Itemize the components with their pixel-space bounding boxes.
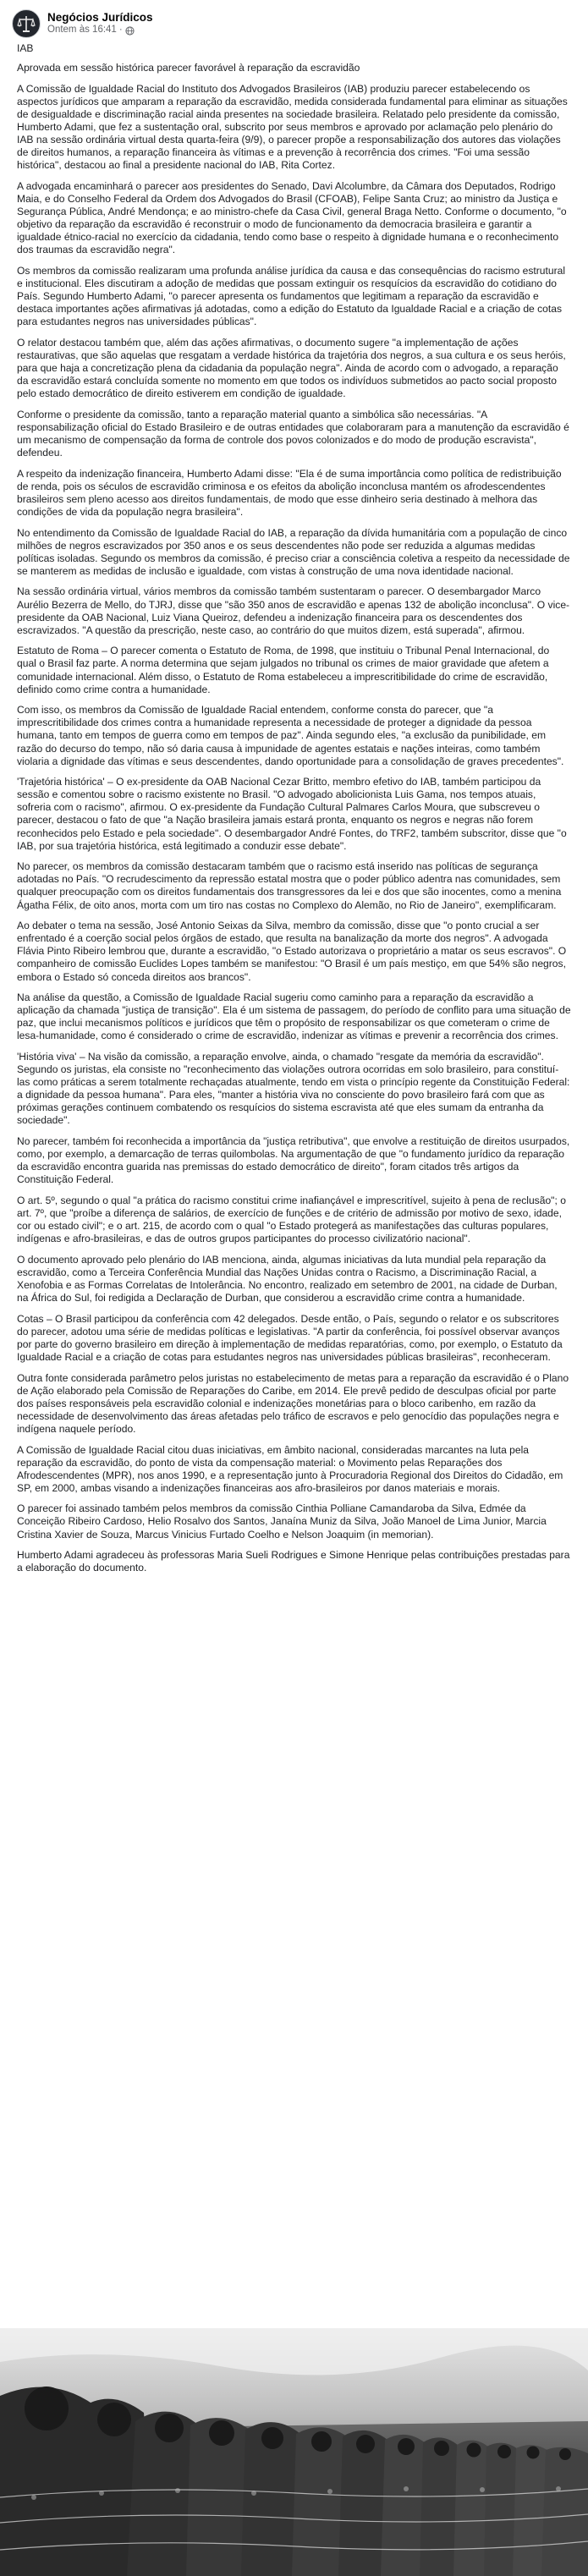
post-paragraph: Na sessão ordinária virtual, vários membros da comissão também sustentaram o parecer. O desembargador Marco Aurélio Bezerra de Mello, do TJRJ, disse que "são 350 anos de escravidão e apenas 132 de abolição inconclusa". O vice-presidente da OAB Nacional, Luiz Viana Queiroz, defendeu a indenização financeira para os descendentes dos escravizados. "A questão da prescrição, neste caso, ao contrário do que muitos dizem, está superada", afirmou. xyxy=(17,585,570,636)
post-paragraph: No entendimento da Comissão de Igualdade Racial do IAB, a reparação da dívida humanitária com a população de cinco milhões de negros escravizados por 350 anos e os seus descendentes não pode ser reduzida a algumas medidas políticas isoladas. Segundo os membros da comissão, é preciso criar a consciência coletiva a respeito da necessidade de se manterem as medidas de inclusão e igualdade, com vistas à construção de uma nova identidade nacional. xyxy=(17,526,570,577)
post-meta xyxy=(47,11,153,36)
post-body xyxy=(0,42,588,1574)
meta-separator: · xyxy=(118,25,123,36)
post-paragraph: Na análise da questão, a Comissão de Igualdade Racial sugeriu como caminho para a reparação da escravidão a aplicação da chamada "justiça de transição". Ela é um sistema de passagem, do período de conflito para uma situação de paz, que inclui mecanismos políticos e jurídicos que têm o propósito de responsabilizar os que cometeram o crime de lesa-humanidade, como é considerado o crime de escravidão, indenizar as vítimas e prevenir a recorrência dos crimes. xyxy=(17,991,571,1042)
globe-icon xyxy=(125,26,135,36)
post-paragraph: Os membros da comissão realizaram uma profunda análise jurídica da causa e das consequências do racismo estrutural e institucional. Eles discutiram a adoção de medidas que possam extinguir os resquícios da escravidão do cotidiano do País. Segundo Humberto Adami, "o parecer apresenta os fundamentos que legitimam a reparação da escravidão e destaca importantes ações afirmativas já adotadas, como a edição do Estatuto da Igualdade Racial e a criação de cotas para estudantes negros nas universidades públicas". xyxy=(17,264,566,328)
post-paragraph: 'História viva' – Na visão da comissão, a reparação envolve, ainda, o chamado "resgate da memória da escravidão". Segundo os juristas, ela consiste no "reconhecimento das violações outrora ocorridas em solo brasileiro, para constituí-las como práticas a serem totalmente rechaçadas atualmente, tendo em vista o princípio regente da Constituição Federal: a dignidade da pessoa humana". Para eles, "manter a história viva no consciente do povo brasileiro fará com que as próximas gerações continuem combatendo os resquícios do sistema escravista até que eles sumam da entranha da sociedade". xyxy=(17,1050,570,1127)
post-paragraph: A Comissão de Igualdade Racial citou duas iniciativas, em âmbito nacional, consideradas marcantes na luta pela reparação da escravidão, do ponto de vista da compensação material: o Movimento pelas Reparações dos Afrodescendentes (MPR), nos anos 1990, e a representação junto à Procuradoria Regional dos Direitos do Cidadão, em SP, em 2000, ambas visando a indenizações financeiras aos afro-brasileiros por danos materiais e morais. xyxy=(17,1443,563,1494)
post-paragraph: Estatuto de Roma – O parecer comenta o Estatuto de Roma, de 1998, que instituiu o Tribunal Penal Internacional, do qual o Brasil faz parte. A norma determina que sejam julgados no tribunal os crimes de maior gravidade que afetem a comunidade internacional. Além disso, o Estatuto de Roma estabeleceu a imprescritibilidade do crime de escravidão, definido como crime contra a humanidade. xyxy=(17,645,550,695)
post-timestamp[interactable]: Ontem às 16:41 xyxy=(47,25,117,36)
post-paragraph: O parecer foi assinado também pelos membros da comissão Cinthia Polliane Camandaroba da Silva, Edmée da Conceição Ribeiro Cardoso, Helio Rosalvo dos Santos, Janaína Muniz da Silva, João Manoel de Lima Junior, Marcia Cristina Xavier de Souza, Marcus Vinicius Furtado Coelho e Nelson Joaquim (in memorian). xyxy=(17,1502,547,1541)
post-photo[interactable] xyxy=(0,2328,588,2576)
photo-image xyxy=(0,2328,588,2576)
post-paragraph: A respeito da indenização financeira, Humberto Adami disse: "Ela é de suma importância como política de redistribuição de renda, pois os séculos de escravidão criminosa e os efeitos da abolição inconclusa mantém os afrodescendentes brasileiros sem pleno acesso aos direitos fundamentais, de modo que esse dinheiro seria destinado à melhora das condições de vida da população negra brasileira". xyxy=(17,467,562,518)
post-paragraph: Cotas – O Brasil participou da conferência com 42 delegados. Desde então, o País, segundo o relator e os subscritores do parecer, adotou uma série de medidas políticas e legislativas. "A partir da conferência, foi possível observar avanços por parte do governo brasileiro em direção à implementação de medidas reparatórias, como, por exemplo, o Estatuto da Igualdade Racial e a criação de cotas para estudantes negros nas universidades públicas brasileiras", reconheceram. xyxy=(17,1312,563,1363)
post-source-label: IAB xyxy=(17,42,34,54)
post-header xyxy=(0,0,588,42)
page-name-link[interactable]: Negócios Jurídicos xyxy=(47,11,153,24)
post-paragraph: No parecer, também foi reconhecida a importância da "justiça retributiva", que envolve a restituição de direitos usurpados, como, por exemplo, a demarcação de terras quilombolas. Na argumentação de que "o fundamento jurídico da reparação da escravidão encontra guarida nas premissas do estado democrático de direito", foram citados três artigos da Constituição Federal. xyxy=(17,1135,570,1186)
post-paragraph: Com isso, os membros da Comissão de Igualdade Racial entendem, conforme consta do parecer, que "a imprescritibilidade dos crimes contra a humanidade representa a necessidade de proteger a dignidade da pessoa humana, tanto em tempos de guerra como em tempos de paz". Ainda segundo eles, "a exclusão da punibilidade, em razão do decurso do tempo, não só daria causa à impunidade de agentes estatais e nações inteiras, como também violaria a dignidade das vítimas e seus descendentes, dando oportunidade para a consolidação de graves precedentes". xyxy=(17,704,564,767)
post-paragraph: Ao debater o tema na sessão, José Antonio Seixas da Silva, membro da comissão, disse que "o ponto crucial a ser enfrentado é a coerção social pelos órgãos de estado, que resulta na banalização da morte dos negros". A advogada Flávia Pinto Ribeiro lembrou que, durante a escravidão, "o Estado autorizava o proprietário a matar os seus escravos". O companheiro de comissão Euclides Lopes também se manifestou: "O Brasil é um país mestiço, em que 54% são negros, embora o Estado só conceda direitos aos brancos". xyxy=(17,920,567,983)
post-headline: Aprovada em sessão histórica parecer favorável à reparação da escravidão xyxy=(17,62,360,74)
post-paragraph: O relator destacou também que, além das ações afirmativas, o documento sugere "a implementação de ações restaurativas, que são aquelas que resgatam a verdade histórica da trajetória dos negros, a sua cultura e os seus heróis, para que haja a concretização plena da cidadania da população negra". Ainda de acordo com o advogado, a reparação da escravidão estará concluída somente no momento em que todos os indivíduos submetidos ao pacto social proposto pelo estado democrático de direito estiverem em condição de igualdade. xyxy=(17,336,566,400)
post-paragraph: 'Trajetória histórica' – O ex-presidente da OAB Nacional Cezar Britto, membro efetivo do IAB, também participou da sessão e comentou sobre o racismo existente no Brasil. "O advogado abolicionista Luis Gama, nos tempos atuais, sofreria com o racismo", afirmou. O ex-presidente da Fundação Cultural Palmares Carlos Moura, que subscreveu o parecer, destacou o fato de que "a Nação brasileira jamais estará pronta, enquanto os negros e negras não forem reconhecidos pelo Estado e pela sociedade". O desembargador André Fontes, do TRF2, também subscritor, disse que "o IAB, por sua trajetória histórica, está legitimado a conduzir esse debate". xyxy=(17,776,567,852)
post-paragraph: Conforme o presidente da comissão, tanto a reparação material quanto a simbólica são necessárias. "A responsabilização oficial do Estado Brasileiro e de outras entidades que colaboraram para a manutenção da escravidão é um mecanismo de compensação da forma de controle dos povos colonizados e do modo de produção escravista", defendeu. xyxy=(17,408,569,459)
post-paragraph: Humberto Adami agradeceu às professoras Maria Sueli Rodrigues e Simone Henrique pelas contribuições prestadas para a elaboração do documento. xyxy=(17,1549,570,1574)
scales-logo-icon xyxy=(14,11,39,36)
post-paragraph: A Comissão de Igualdade Racial do Instituto dos Advogados Brasileiros (IAB) produziu parecer estabelecendo os aspectos jurídicos que amparam a reparação da escravidão, medida considerada fundamental para eliminar as situações de desigualdade e discriminação racial ainda presentes na sociedade brasileira. Relatado pelo presidente da comissão, Humberto Adami, que fez a sustentação oral, subscrito por seus membros e aprovado por aclamação pelo plenário do IAB na sessão ordinária virtual desta quarta-feira (9/9), o parecer propõe a responsabilização dos autores das violações de direitos humanos, a reparação financeira às vítimas e a prevenção à recorrência dos crimes. "Foi uma sessão histórica", destacou ao final a presidente nacional do IAB, Rita Cortez. xyxy=(17,82,568,172)
post-paragraph: O documento aprovado pelo plenário do IAB menciona, ainda, algumas iniciativas da luta mundial pela reparação da escravidão, como a Terceira Conferência Mundial das Nações Unidas contra o Racismo, a Discriminação Racial, a Xenofobia e as Formas Correlatas de Intolerância. No encontro, realizado em setembro de 2001, na cidade de Durban, na África do Sul, foi redigida a Declaração de Durban, que considerou a escravidão crime contra a humanidade. xyxy=(17,1253,558,1304)
post-paragraph: O art. 5º, segundo o qual "a prática do racismo constitui crime inafiançável e imprescritível, sujeito à pena de reclusão"; o art. 7º, que "proíbe a diferença de salários, de exercício de funções e de critério de admissão por motivo de sexo, idade, cor ou estado civil"; e o art. 215, de acordo com o qual "o Estado protegerá as manifestações das culturas populares, indígenas e afro-brasileiras, e das de outros grupos participantes do processo civilizatório nacional". xyxy=(17,1194,566,1245)
avatar[interactable] xyxy=(12,9,41,38)
post-paragraph: No parecer, os membros da comissão destacaram também que o racismo está inserido nas políticas de segurança adotadas no País. "O recrudescimento da repressão estatal mostra que o poder público adentra nas comunidades, sem qualquer preocupação com os direitos fundamentais dos transgressores da lei e dos que são inocentes, como a menina Ágatha Félix, de oito anos, morta com um tiro nas costas no Complexo do Alemão, no Rio de Janeiro", exemplificaram. xyxy=(17,860,562,911)
post-sub-meta xyxy=(47,25,153,36)
post-paragraph: A advogada encaminhará o parecer aos presidentes do Senado, Davi Alcolumbre, da Câmara dos Deputados, Rodrigo Maia, e do Conselho Federal da Ordem dos Advogados do Brasil (CFOAB), Felipe Santa Cruz; ao ministro da Justiça e Segurança Pública, André Mendonça; e ao ministro-chefe da Casa Civil, general Braga Netto. Conforme o documento, "o objetivo da reparação da escravidão é reconstruir o modo de funcionamento da democracia brasileira e garantir a igualdade étnico-racial no exercício da cidadania, tendo como base o respeito à dignidade humana e o reconhecimento dos traumas da escravidão negra". xyxy=(17,179,567,256)
post-paragraph: Outra fonte considerada parâmetro pelos juristas no estabelecimento de metas para a reparação da escravidão é o Plano de Ação elaborado pela Comissão de Reparações do Caribe, em 2014. Ele prevê pedido de desculpas oficial por parte dos países responsáveis pela escravidão colonial e indenizações monetárias para o bloco caribenho, em razão da necessidade de desenvolvimento das áreas afetadas pelo tráfico de escravos e pelo genocídio das populações negra e indígena naquele período. xyxy=(17,1371,569,1435)
